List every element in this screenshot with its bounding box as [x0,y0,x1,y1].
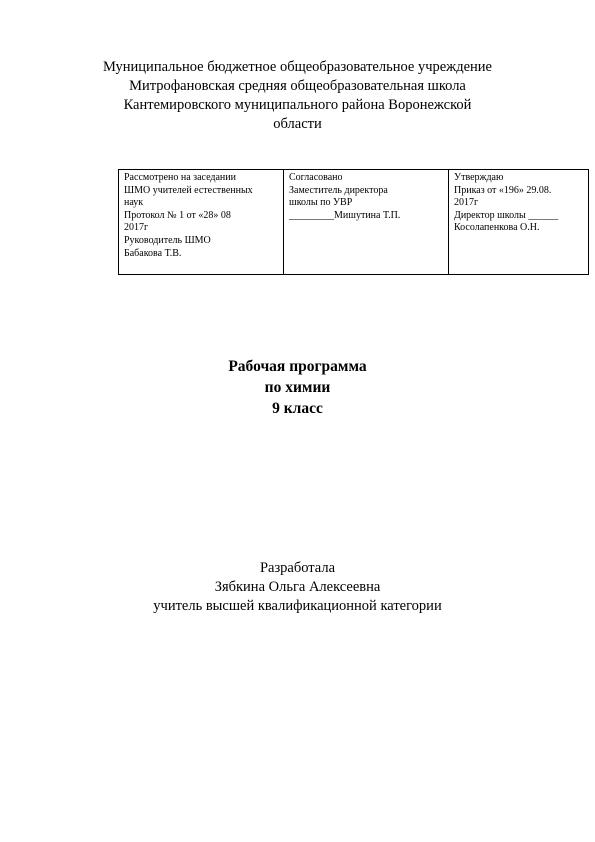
approval-table [118,169,589,275]
approved-cell [449,170,589,275]
title-line-2: по химии [264,379,331,396]
author-name: Зябкина Ольга Алексеевна [214,579,381,595]
agreed-line-2: Заместитель директора [289,184,388,196]
school-header-line-4: области [273,116,322,132]
school-header-line-1: Муниципальное бюджетное общеобразовательное учреждение [103,59,492,75]
approved-line-5: Косолапенкова О.Н. [454,222,540,234]
agreed-cell [284,170,449,275]
reviewed-line-3: наук [124,197,144,209]
agreed-line-3: школы по УВР [289,197,353,209]
reviewed-line-1: Рассмотрено на заседании [124,172,236,183]
school-header [0,58,595,134]
reviewed-line-5: 2017г [124,222,149,234]
approved-line-4: Директор школы ______ [454,209,559,221]
title-line-3: 9 класс [272,400,323,417]
reviewed-line-4: Протокол № 1 от «28» 08 [124,209,231,221]
reviewed-line-7: Бабакова Т.В. [124,247,182,259]
reviewed-line-6: Руководитель ШМО [124,234,211,246]
developed-by-label: Разработала [259,560,336,576]
author-position: учитель высшей квалификационной категории [153,598,442,614]
approved-line-2: Приказ от «196» 29.08. [454,184,552,196]
school-header-line-3: Кантемировского муниципального района Воронежской [123,97,472,113]
document-title [0,356,595,419]
approval-row [119,170,589,275]
agreed-line-4: _________Мишутина Т.П. [289,209,401,221]
title-line-1: Рабочая программа [228,358,367,375]
author-block [0,559,595,616]
school-header-line-2: Митрофановская средняя общеобразовательная школа [129,78,466,94]
approved-line-3: 2017г [454,197,479,209]
reviewed-cell [119,170,284,275]
agreed-line-1: Согласовано [289,172,343,183]
approved-line-1: Утверждаю [454,172,504,183]
reviewed-line-2: ШМО учителей естественных [124,184,253,196]
